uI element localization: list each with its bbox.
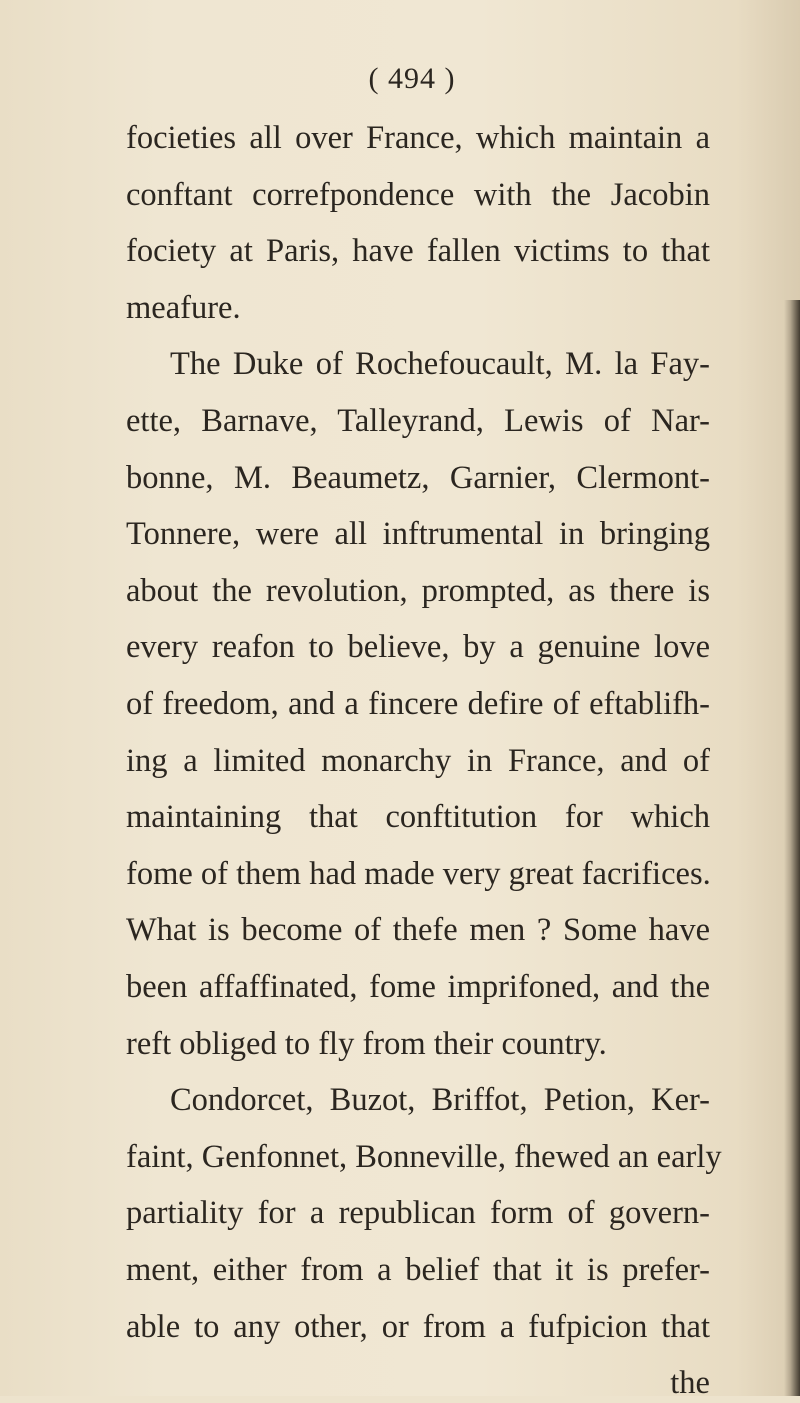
text-line: What is become of thefe men ? Some have: [126, 912, 710, 949]
text-line: of freedom, and a fincere defire of eftablifh-: [126, 686, 710, 722]
text-line: fome of them had made very great facrifices.: [126, 855, 711, 892]
text-line: about the revolution, prompted, as there is: [126, 572, 710, 609]
text-line: able to any other, or from a fufpicion that: [126, 1308, 710, 1345]
text-line: ing a limited monarchy in France, and of: [126, 742, 710, 779]
text-line: every reafon to believe, by a genuine love: [126, 629, 710, 666]
paragraph-first-line: Condorcet, Buzot, Briffot, Petion, Ker-: [170, 1082, 710, 1119]
text-line: partiality for a republican form of govern-: [126, 1195, 710, 1232]
page-edge-shadow: [784, 300, 800, 1396]
text-line: faint, Genfonnet, Bonneville, fhewed an early: [126, 1138, 722, 1175]
page-number: ( 494 ): [368, 62, 456, 95]
paragraph-first-line: The Duke of Rochefoucault, M. la Fay-: [170, 346, 710, 383]
text-line: Tonnere, were all inftrumental in bringing: [126, 516, 710, 553]
text-line: the: [670, 1365, 710, 1402]
text-line: fociety at Paris, have fallen victims to that: [126, 233, 710, 270]
text-line: focieties all over France, which maintain a: [126, 120, 710, 156]
text-line: been affaffinated, fome imprifoned, and the: [126, 969, 710, 1005]
text-line: maintaining that conftitution for which: [126, 799, 710, 836]
text-line: bonne, M. Beaumetz, Garnier, Clermont-: [126, 459, 710, 496]
text-line: ette, Barnave, Talleyrand, Lewis of Nar-: [126, 403, 710, 439]
text-line: ment, either from a belief that it is prefer-: [126, 1252, 710, 1288]
text-line: reft obliged to fly from their country.: [126, 1025, 607, 1062]
text-line: meafure.: [126, 289, 241, 326]
text-line: conftant correfpondence with the Jacobin: [126, 176, 710, 213]
